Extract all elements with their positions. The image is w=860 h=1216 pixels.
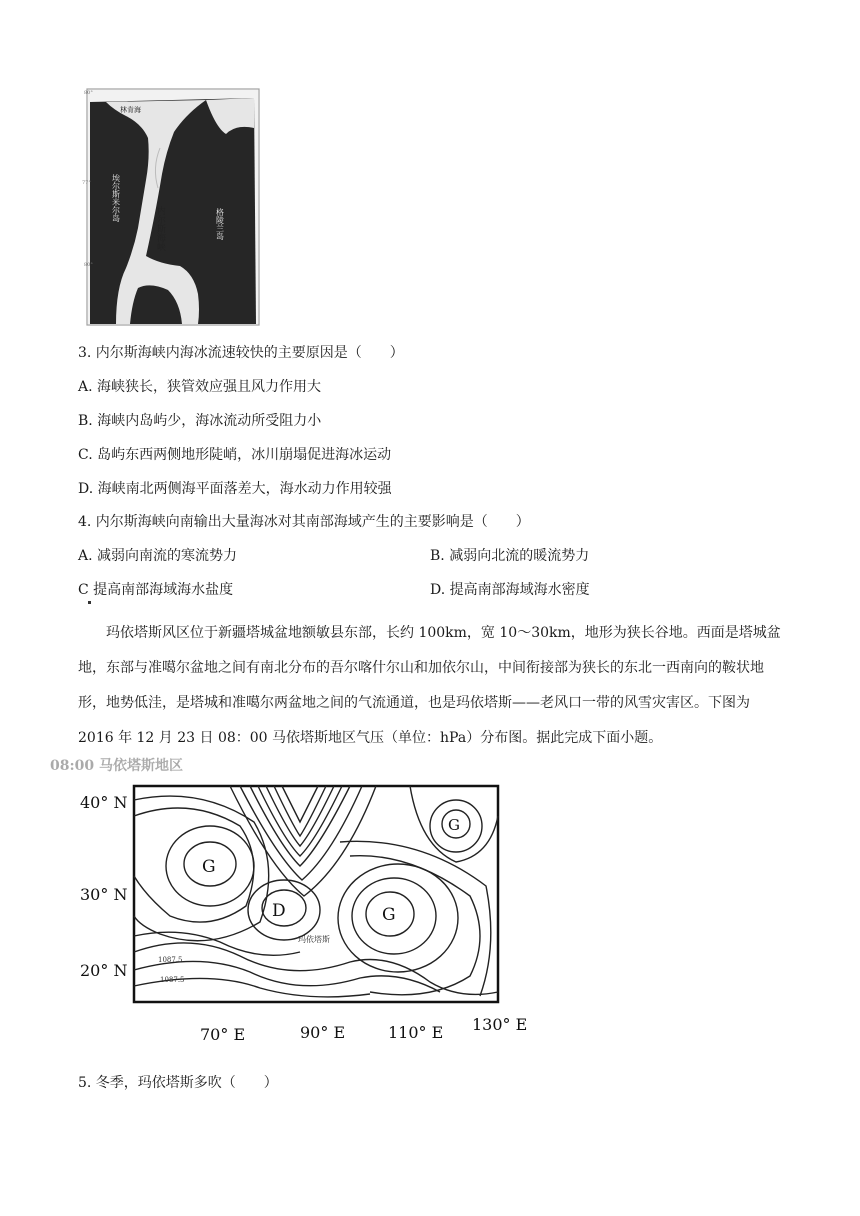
left-high-marker: G <box>202 857 216 877</box>
q3-option-d: D. 海峡南北两侧海平面落差大，海水动力作用较强 <box>78 481 392 497</box>
lon-70: 70° E <box>200 1025 246 1044</box>
passage-paragraph: 玛依塔斯风区位于新疆塔城盆地额敏县东部，长约 100km，宽 10～30km，地形为狭长谷地。西面是塔城盆地，东部与准噶尔盆地之间有南北分布的吾尔喀什尔山和加依尔山，中间衔接部为狭长的东北一西南向的鞍状地形，地势低洼，是塔城和准噶尔两盆地之间的气流通道，也是玛依塔斯——老风口一带的风雪灾害区。下图为 2016 年 12 月 23 日 08：00 马依塔斯地区气压（单位：hPa）分布图。据此完成下面小题。 <box>78 625 781 746</box>
isobar-value-1: 1087.5 <box>158 956 183 964</box>
q3-option-b: B. 海峡内岛屿少，海冰流动所受阻力小 <box>78 413 322 429</box>
right-high-marker: G <box>382 905 396 925</box>
lat-40: 40° N <box>80 793 128 812</box>
isobar-value-2: 1087.5 <box>160 976 185 984</box>
lon-110: 110° E <box>388 1023 444 1042</box>
q3-option-a: A. 海峡狭长，狭管效应强且风力作用大 <box>78 379 322 395</box>
pressure-map-header: 08:00 马依塔斯地区 <box>50 758 184 774</box>
map1-lat-bottom: 80° <box>84 262 93 268</box>
top-right-high-marker: G <box>448 816 460 834</box>
q4-stem: 4. 内尔斯海峡向南输出大量海冰对其南部海域产生的主要影响是（ ） <box>78 514 530 530</box>
q4-option-a: A. 减弱向南流的寒流势力 <box>78 548 238 564</box>
map1-label-left: 埃尔斯米尔岛 <box>111 174 121 222</box>
q4-option-c: C 提高南部海域海水盐度 <box>78 582 234 598</box>
q5-stem: 5. 冬季，玛依塔斯多吹（ ） <box>78 1075 278 1091</box>
stray-dot <box>88 601 91 604</box>
map1-lat-mid: 77° <box>82 180 91 186</box>
pressure-map <box>50 756 530 1046</box>
lon-130: 130° E <box>472 1015 528 1034</box>
map1-label-right: 格陵兰岛 <box>215 208 225 240</box>
map1-label-sea: 林肯海 <box>120 106 141 114</box>
q3-option-c: C. 岛屿东西两侧地形陡峭，冰川崩塌促进海冰运动 <box>78 447 392 463</box>
lat-30: 30° N <box>80 885 128 904</box>
low-marker: D <box>272 901 286 921</box>
map1-lat-top: 80° <box>84 90 93 96</box>
lon-90: 90° E <box>300 1023 346 1042</box>
nares-strait-map <box>82 88 260 326</box>
lat-20: 20° N <box>80 961 128 980</box>
place-label: 玛依塔斯 <box>298 935 330 944</box>
map1-label-strait: 内尔斯海峡 <box>155 206 165 251</box>
q4-option-b: B. 减弱向北流的暖流势力 <box>430 548 590 564</box>
q4-option-d: D. 提高南部海域海水密度 <box>430 582 590 598</box>
q3-stem: 3. 内尔斯海峡内海冰流速较快的主要原因是（ ） <box>78 345 404 361</box>
